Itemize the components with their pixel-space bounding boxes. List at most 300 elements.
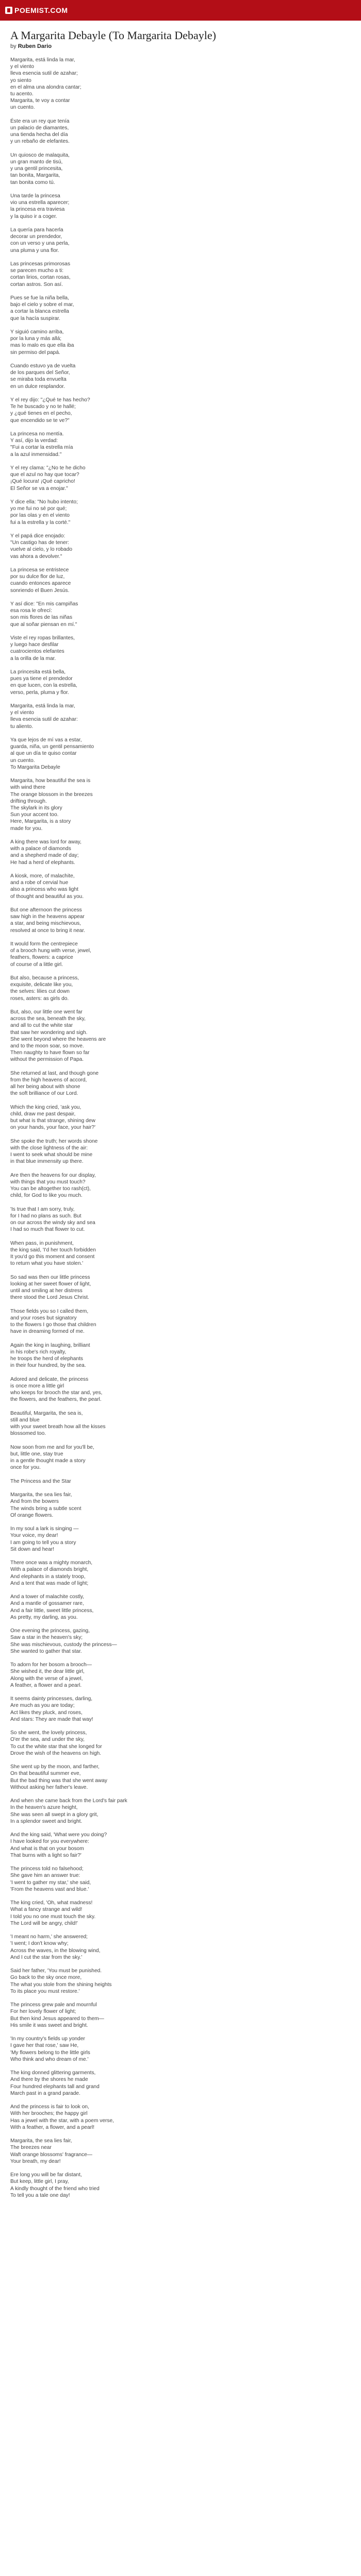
poem-line: Four hundred elephants tall and grand <box>10 2083 100 2090</box>
poem-line: Now soon from me and for you'll be, <box>10 1444 94 1450</box>
poem-line: vio una estrella aparecer; <box>10 200 70 206</box>
poem-line: And what is that on your bosom <box>10 1845 84 1852</box>
poem-line: In the heaven's azure height, <box>10 1805 78 1811</box>
poem-line: en que lucen, con la estrella, <box>10 683 77 689</box>
poemist-logo-icon[interactable] <box>5 7 12 14</box>
poem-line: with a palace of diamonds <box>10 846 71 852</box>
poem-line: She wanted to gather that star. <box>10 1648 82 1654</box>
poem-line: Adored and delicate, the princess <box>10 1376 89 1382</box>
stanza <box>10 1934 351 1961</box>
poem-line: Margarita, está linda la mar, <box>10 57 75 63</box>
poem-line: have in dreaming formed of me. <box>10 1329 85 1335</box>
poem-line: She went up by the moon, and farther, <box>10 1764 100 1770</box>
poem-line: Viste el rey ropas brillantes, <box>10 635 75 641</box>
stanza <box>10 2172 351 2199</box>
stanza <box>10 2036 351 2063</box>
stanza <box>10 431 351 458</box>
stanza <box>10 1009 351 1063</box>
poem-line: She gave him an answer true: <box>10 1873 80 1879</box>
poem-line: Margarita, the sea lies fair, <box>10 2138 72 2144</box>
stanza <box>10 295 351 322</box>
stanza <box>10 1240 351 1267</box>
poem-line: once for you. <box>10 1465 41 1471</box>
poem-line: And elephants in a stately troop, <box>10 1573 86 1580</box>
poem-line: vas ahora a devolver." <box>10 553 62 560</box>
poem-line: also a princess who was light <box>10 887 78 893</box>
stanza <box>10 1526 351 1553</box>
poem-line: Of orange flowers. <box>10 1512 54 1518</box>
poem-line: Margarita, está linda la mar, <box>10 703 75 709</box>
poem-title: A Margarita Debayle (To Margarita Debayle) <box>10 29 216 42</box>
poem-line: But, also, our little one went far <box>10 1009 83 1015</box>
poem-line: With a feather, a flower, and a pearl! <box>10 2124 95 2130</box>
stanza <box>10 1342 351 1369</box>
poem-line: with wind there <box>10 785 45 791</box>
poem-line: but what is that strange, shining dew <box>10 1118 95 1124</box>
stanza <box>10 1206 351 1233</box>
poem-line: with the close lightness of the air: <box>10 1145 88 1151</box>
poem-line: And a tent that was made of light; <box>10 1580 89 1586</box>
poem-line: still and blue <box>10 1417 40 1423</box>
poem-line: saw high in the heavens appear <box>10 914 85 920</box>
poem-line: mas lo malo es que ella iba <box>10 343 74 349</box>
poem-line: Those fields you so I called them, <box>10 1308 89 1314</box>
poem-line: Along with the verse of a jewel, <box>10 1675 83 1682</box>
poem-line: Again the king in laughing, brilliant <box>10 1342 90 1348</box>
poem-line: And when she came back from the Lord's fair park <box>10 1798 127 1804</box>
poem-line: Pues se fue la niña bella, <box>10 295 69 301</box>
stanza <box>10 567 351 594</box>
poem-line: Y dice ella: "No hubo intento; <box>10 499 78 505</box>
poem-line: She was seen all swept in a glory grit, <box>10 1811 99 1818</box>
poem-line: y un rebaño de elefantes. <box>10 139 70 145</box>
poem-line: son mis flores de las niñas <box>10 615 73 621</box>
poem-line: guarda, niña, un gentil pensamiento <box>10 744 94 750</box>
poem-line: I went to seek what should be mine <box>10 1152 93 1158</box>
poem-line: feathers, flowers: a caprice <box>10 955 73 961</box>
stanza <box>10 1478 351 1485</box>
poem-line: lleva esencia sutil de azahar; <box>10 71 78 77</box>
poem-line: You can be altogether too rash(ct), <box>10 1186 91 1192</box>
poem-line: And a fair little, sweet little princess, <box>10 1607 94 1614</box>
poem-line: resolved at once to bring it near. <box>10 927 85 934</box>
poem-line: from the high heavens of accord, <box>10 1077 87 1083</box>
poem-line: y luego hace desfilar <box>10 642 59 648</box>
poem-line: cuatrocientos elefantes <box>10 649 64 655</box>
site-header <box>0 0 361 21</box>
poem-line: a la azul inmensidad." <box>10 451 62 457</box>
poem-line: She was mischievous, custody the princess— <box>10 1641 117 1648</box>
stanza <box>10 2002 351 2029</box>
stanza <box>10 1730 351 1757</box>
poem-line: y la quiso ir a coger. <box>10 213 57 219</box>
stanza <box>10 397 351 424</box>
stanza <box>10 1662 351 1689</box>
poem-line: Then naughty to have flown so far <box>10 1050 90 1056</box>
poem-line: un cuento. <box>10 105 35 111</box>
poem-line: The skylark in its glory <box>10 805 62 811</box>
poem-line: "Fui a cortar la estrella mía <box>10 445 73 451</box>
poem-line: por las olas y en el viento <box>10 513 70 519</box>
poem-line: exquisite, delicate like you, <box>10 982 73 988</box>
poem-body <box>10 57 351 2199</box>
stanza <box>10 1594 351 1621</box>
poem-line: It seems dainty princesses, darling, <box>10 1696 93 1702</box>
poem-line: A king there was lord for away, <box>10 839 81 845</box>
poem-line: a cortar la blanca estrella <box>10 309 69 315</box>
poem-line: tan bonita, Margarita, <box>10 173 60 179</box>
stanza <box>10 261 351 288</box>
poem-line: across the sea, beneath the sky, <box>10 1016 86 1022</box>
stanza <box>10 1138 351 1165</box>
poem-line: tu acento. <box>10 91 34 97</box>
poem-line: until and smiling at her distress <box>10 1288 83 1294</box>
poem-line: O'er the sea, and under the sky, <box>10 1737 85 1743</box>
poem-line: in their four hundred, by the sea. <box>10 1363 86 1369</box>
poem-line: The what you stole from the shining heights <box>10 1981 112 1988</box>
stanza <box>10 1560 351 1587</box>
poem-line: Your breath, my dear! <box>10 2158 61 2164</box>
poem-line: decorar un prendedor, <box>10 234 62 240</box>
poem-line: en el alma una alondra cantar; <box>10 84 81 90</box>
poem-line: Margarita, te voy a contar <box>10 98 70 104</box>
poem-line: For her lovely flower of light; <box>10 2009 76 2015</box>
stanza <box>10 329 351 356</box>
poem-line: Ere long you will be far distant, <box>10 2172 82 2178</box>
poem-line: drifting through. <box>10 798 47 804</box>
poem-line: verso, perla, pluma y flor. <box>10 689 69 696</box>
stanza <box>10 465 351 492</box>
stanza <box>10 363 351 390</box>
poem-line: esa rosa le ofrecí: <box>10 608 52 614</box>
poem-line: And a mantle of gossamer rare, <box>10 1601 84 1607</box>
poem-line: por la luna y más allá; <box>10 336 62 342</box>
poem-line: roses, asters: as girls do. <box>10 995 69 1002</box>
poem-line: El Señor se va a enojar." <box>10 485 68 492</box>
poem-line: and your roses but signatory <box>10 1315 77 1321</box>
poem-line: Your voice, my dear! <box>10 1533 58 1539</box>
stanza <box>10 533 351 560</box>
poem-line: 'Is true that I am sorry, truly, <box>10 1206 75 1212</box>
poem-line: Y el rey dijo: "¿Qué te has hecho? <box>10 397 90 403</box>
poem-line: 'My flowers belong to the little girls <box>10 2049 90 2056</box>
stanza <box>10 2070 351 2097</box>
poem-line: in a gentle thought made a story <box>10 1458 86 1464</box>
poem-line: sonriendo el Buen Jesús. <box>10 587 70 594</box>
poem-line: y una gentil princesita, <box>10 166 63 172</box>
poem-line: She went beyond where the heavens are <box>10 1036 106 1042</box>
poem-line: cortan astros. Son así. <box>10 281 63 287</box>
stanza <box>10 1274 351 1301</box>
poem-line: But the bad thing was that she went away <box>10 1777 108 1784</box>
stanza <box>10 2104 351 2131</box>
poem-line: made for you. <box>10 825 43 832</box>
stanza <box>10 2138 351 2165</box>
poem-line: and to the moon soar, so move. <box>10 1043 84 1049</box>
stanza <box>10 193 351 220</box>
poem-line: cortan lirios, cortan rosas, <box>10 275 71 281</box>
stanza <box>10 1492 351 1519</box>
stanza <box>10 737 351 771</box>
poem-line: In a splendor sweet and bright. <box>10 1818 83 1824</box>
poem-line: Sun your accent too. <box>10 812 59 818</box>
poem-line: Are much as you are today; <box>10 1703 75 1709</box>
poem-line: To cut the white star that she longed for <box>10 1743 102 1750</box>
stanza <box>10 1798 351 1825</box>
poem-line: What a fancy strange and wild! <box>10 1907 83 1913</box>
byline-prefix: by <box>10 43 17 49</box>
poem-line: And stars: They are made that way! <box>10 1716 93 1722</box>
poem-line: And I cut the star from the sky.' <box>10 1954 83 1960</box>
stanza <box>10 777 351 832</box>
poem-line: but, little one, stay true <box>10 1451 63 1458</box>
poem-line: She wished it, the dear little girl, <box>10 1669 85 1675</box>
poem-line: se parecen mucho a ti: <box>10 268 64 274</box>
poem-line: he troops the herd of elephants <box>10 1356 84 1362</box>
stanza <box>10 1900 351 1927</box>
poem-line: un cuento. <box>10 757 35 764</box>
poem-line: for I had no plans as such. But <box>10 1213 81 1219</box>
stanza <box>10 941 351 968</box>
poem-line: The Lord will be angry, child!' <box>10 1920 78 1926</box>
poem-line: que el azul no hay que tocar? <box>10 472 79 478</box>
poem-line: Y el papá dice enojado: <box>10 533 65 539</box>
poem-line: un palacio de diamantes, <box>10 125 69 131</box>
poem-byline <box>10 43 351 49</box>
poem-line: It you'd go this moment and consent <box>10 1254 95 1260</box>
stanza <box>10 601 351 628</box>
poem-article <box>0 21 361 2199</box>
poem-line: She spoke the truth; her words shone <box>10 1138 98 1144</box>
poem-line: on your hands, your face, your hair?' <box>10 1125 96 1131</box>
poem-line: Un quiosco de malaquita, <box>10 152 70 158</box>
poem-line: of course of a little girl. <box>10 961 63 968</box>
poem-line: Una tarde la princesa <box>10 193 60 199</box>
poem-line: So sad was then our little princess <box>10 1274 90 1280</box>
poem-line: Here, Margarita, is a story <box>10 819 71 825</box>
stanza <box>10 1104 351 1131</box>
poem-line: blossomed too. <box>10 1431 46 1437</box>
stanza <box>10 1764 351 1791</box>
poem-line: the king said, 'I'd her touch forbidden <box>10 1247 96 1253</box>
poem-line: yo me fui no sé por qué; <box>10 506 67 512</box>
stanza <box>10 873 351 900</box>
poem-line: there stood the Lord Jesus Christ. <box>10 1295 89 1301</box>
poem-line: Las princesas primorosas <box>10 261 71 267</box>
stanza <box>10 227 351 254</box>
stanza <box>10 1308 351 1335</box>
poem-line: is once more a little girl <box>10 1383 64 1389</box>
poem-line: 'In my country's fields up yonder <box>10 2036 85 2042</box>
poem-line: Sit down and hear! <box>10 1546 54 1552</box>
stanza <box>10 839 351 866</box>
poem-line: So she went, the lovely princess, <box>10 1730 87 1736</box>
poem-line: A kindly thought of the friend who tried <box>10 2185 100 2192</box>
poem-line: 'I meant no harm,' she answered; <box>10 1934 88 1940</box>
poem-line: without the permission of Papa. <box>10 1057 84 1063</box>
poem-line: Said her father, 'You must be punished. <box>10 1968 102 1974</box>
poem-line: un gran manto de tisú, <box>10 159 63 165</box>
poem-line: Y así dice: "En mis campiñas <box>10 601 78 607</box>
site-logo-text[interactable]: POEMIST.COM <box>14 6 68 14</box>
poem-line: of thought and beautiful as you. <box>10 893 84 900</box>
poem-line: por su dulce flor de luz, <box>10 574 65 580</box>
poem-line: March past in a grand parade. <box>10 2090 80 2096</box>
poem-line: se miraba toda envuelta <box>10 377 67 383</box>
stanza <box>10 1172 351 1199</box>
poem-line: Go back to the sky once more, <box>10 1975 82 1981</box>
poem-line: With a palace of diamonds bright, <box>10 1567 89 1573</box>
stanza <box>10 1070 351 1097</box>
poem-line: Are then the heavens for our display, <box>10 1172 96 1178</box>
stanza <box>10 1832 351 1859</box>
stanza <box>10 118 351 145</box>
poem-line: Saw a star in the heaven's sky; <box>10 1635 83 1641</box>
poem-line: The princess told no falsehood; <box>10 1866 84 1872</box>
poem-line: in his robe's rich royalty, <box>10 1349 67 1355</box>
poem-line: I told you no one must touch the sky. <box>10 1913 96 1920</box>
poem-line: The orange blossom in the breezes <box>10 791 93 798</box>
poem-line: lleva esencia sutil de azahar: <box>10 717 78 723</box>
stanza <box>10 1410 351 1437</box>
poem-line: a star, and being mischievous, <box>10 921 81 927</box>
poem-line: una tienda hecha del día <box>10 132 68 138</box>
poem-line: the flowers, and the feathers, the pearl. <box>10 1397 102 1403</box>
stanza <box>10 635 351 662</box>
poem-line: and a shepherd made of day; <box>10 853 79 859</box>
poem-line: the selves: lilies cut down <box>10 989 70 995</box>
poem-line: la princesa era traviesa <box>10 207 65 213</box>
poem-line: que la hacía suspirar. <box>10 315 60 321</box>
stanza <box>10 1628 351 1655</box>
poem-line: in that blue immensity up there. <box>10 1159 84 1165</box>
poem-line: And the king said, 'What were you doing? <box>10 1832 107 1838</box>
poem-line: As pretty, my darling, as you. <box>10 1614 78 1620</box>
poem-line: the soft brilliance of our Lord. <box>10 1091 78 1097</box>
poem-line: And the princess is fair to look on, <box>10 2104 89 2110</box>
stanza <box>10 975 351 1002</box>
poem-line: and a robe of cervial hue <box>10 880 69 886</box>
poem-line: But one afternoon the princess <box>10 907 82 913</box>
poem-author[interactable]: Ruben Dario <box>18 43 52 49</box>
poem-line: And there by the shores he made <box>10 2077 88 2083</box>
poem-line: She returned at last, and though gone <box>10 1070 99 1076</box>
stanza <box>10 669 351 696</box>
poem-line: y ¿qué tienes en el pecho, <box>10 411 72 417</box>
poem-line: I had so much that flower to cut. <box>10 1227 85 1233</box>
poem-line: child, for God to like you much. <box>10 1193 83 1199</box>
poem-line: To adorn for her bosom a brooch— <box>10 1662 92 1668</box>
poem-line: to the flowers I go those that children <box>10 1322 96 1328</box>
poem-line: to return what you have stolen.' <box>10 1261 84 1267</box>
poem-line: Margarita, the sea lies fair, <box>10 1492 72 1498</box>
poem-line: que al soñar piensan en mí." <box>10 621 77 628</box>
poem-line: The king donned glittering garments, <box>10 2070 96 2076</box>
poem-line: cuando entonces aparece <box>10 581 71 587</box>
poem-line: To its place you must restore.' <box>10 1988 80 1994</box>
poem-line: a la orilla de la mar. <box>10 655 56 662</box>
poem-line: Who think and who dream of me.' <box>10 2056 89 2062</box>
poem-line: That burns with a light so fair?' <box>10 1852 81 1858</box>
poem-line: sin permiso del papá. <box>10 349 60 355</box>
poem-line: fui a la estrella y la corté." <box>10 519 71 526</box>
poem-line: with your sweet breath how all the kisses <box>10 1424 106 1430</box>
poem-line: The breezes near <box>10 2145 52 2151</box>
poem-line: de los parques del Señor, <box>10 370 70 376</box>
poem-line: Te he buscado y no te hallé; <box>10 404 76 410</box>
poem-line: pues ya tiene el prendedor <box>10 676 73 682</box>
poem-line: 'I went; I don't know why; <box>10 1941 69 1947</box>
poem-line: tan bonita como tú. <box>10 179 55 185</box>
poem-line: When pass, in punishment, <box>10 1240 74 1246</box>
poem-line: y el viento <box>10 710 34 716</box>
poem-line: A kiosk, more, of malachite, <box>10 873 75 879</box>
stanza <box>10 1696 351 1723</box>
stanza <box>10 907 351 934</box>
poem-line: His smile it was sweet and bright. <box>10 2022 88 2028</box>
poem-line: en un dulce resplandor. <box>10 383 65 389</box>
poem-line: The king cried, 'Oh, what madness! <box>10 1900 93 1906</box>
stanza <box>10 499 351 526</box>
poem-line: bajo el cielo y sobre el mar, <box>10 302 74 308</box>
poem-line: To Margarita Debayle <box>10 764 60 770</box>
poem-line: ¡Qué locura! ¡Qué capricho! <box>10 479 75 485</box>
poem-line: all her being about with shone <box>10 1084 80 1090</box>
poem-line: Waft orange blossoms' fragrance— <box>10 2151 92 2158</box>
poem-line: Has a jewel with the star, with a poem verse, <box>10 2117 114 2124</box>
poem-line: The winds bring a subtle scent <box>10 1505 81 1512</box>
poem-line: But then kind Jesus appeared to them— <box>10 2015 104 2022</box>
poem-line: Across the waves, in the blowing wind, <box>10 1947 101 1954</box>
poem-line: The Princess and the Star <box>10 1478 71 1484</box>
poem-line: And a tower of malachite costly, <box>10 1594 85 1600</box>
poem-line: There once was a mighty monarch, <box>10 1560 93 1566</box>
stanza <box>10 1968 351 1995</box>
poem-line: With her brooches; the happy girl <box>10 2111 88 2117</box>
stanza <box>10 152 351 186</box>
poem-line: and all to cut the white star <box>10 1023 73 1029</box>
poem-line: 'I went to gather my star,' she said, <box>10 1879 91 1886</box>
poem-line: child, draw me past despair, <box>10 1111 76 1117</box>
poem-line: I am going to tell you a story <box>10 1539 76 1546</box>
poem-line: al que un día te quiso contar <box>10 751 77 757</box>
poem-line: I gave her that rose,' saw He, <box>10 2043 79 2049</box>
poem-line: that saw her wondering and sigh. <box>10 1029 88 1036</box>
poem-line: A feather, a flower and a pearl. <box>10 1682 82 1688</box>
poem-line: with things that you must touch? <box>10 1179 86 1185</box>
poem-line: yo siento <box>10 77 31 83</box>
poem-line: Margarita, how beautiful the sea is <box>10 778 91 784</box>
poem-line: And from the bowers <box>10 1499 59 1505</box>
stanza <box>10 1376 351 1403</box>
poem-line: Without asking her father's leave. <box>10 1784 88 1790</box>
poem-line: looking at her sweet flower of light, <box>10 1281 91 1287</box>
poem-line: Drove the wish of the heavens on high. <box>10 1750 102 1756</box>
poem-line: He had a herd of elephants. <box>10 859 75 866</box>
poem-line: La princesa no mentía. <box>10 431 64 437</box>
poem-line: "Un castigo has de tener: <box>10 540 70 546</box>
poem-line: One evening the princess, gazing, <box>10 1628 90 1634</box>
poem-line: Y el rey clama: "¿No te he dicho <box>10 465 86 471</box>
poem-line: Act likes they pluck, and roses, <box>10 1709 83 1716</box>
poem-line: Éste era un rey que tenía <box>10 118 70 124</box>
poem-line: Y siguió camino arriba, <box>10 329 64 335</box>
poem-line: who keeps for brooch the star and, yes, <box>10 1390 103 1396</box>
poem-line: Which the king cried, 'ask you, <box>10 1104 81 1110</box>
poem-line: of a brooch hung with verse, jewel, <box>10 948 91 954</box>
stanza <box>10 57 351 111</box>
poem-line: Beautiful, Margarita, the sea is, <box>10 1410 83 1416</box>
